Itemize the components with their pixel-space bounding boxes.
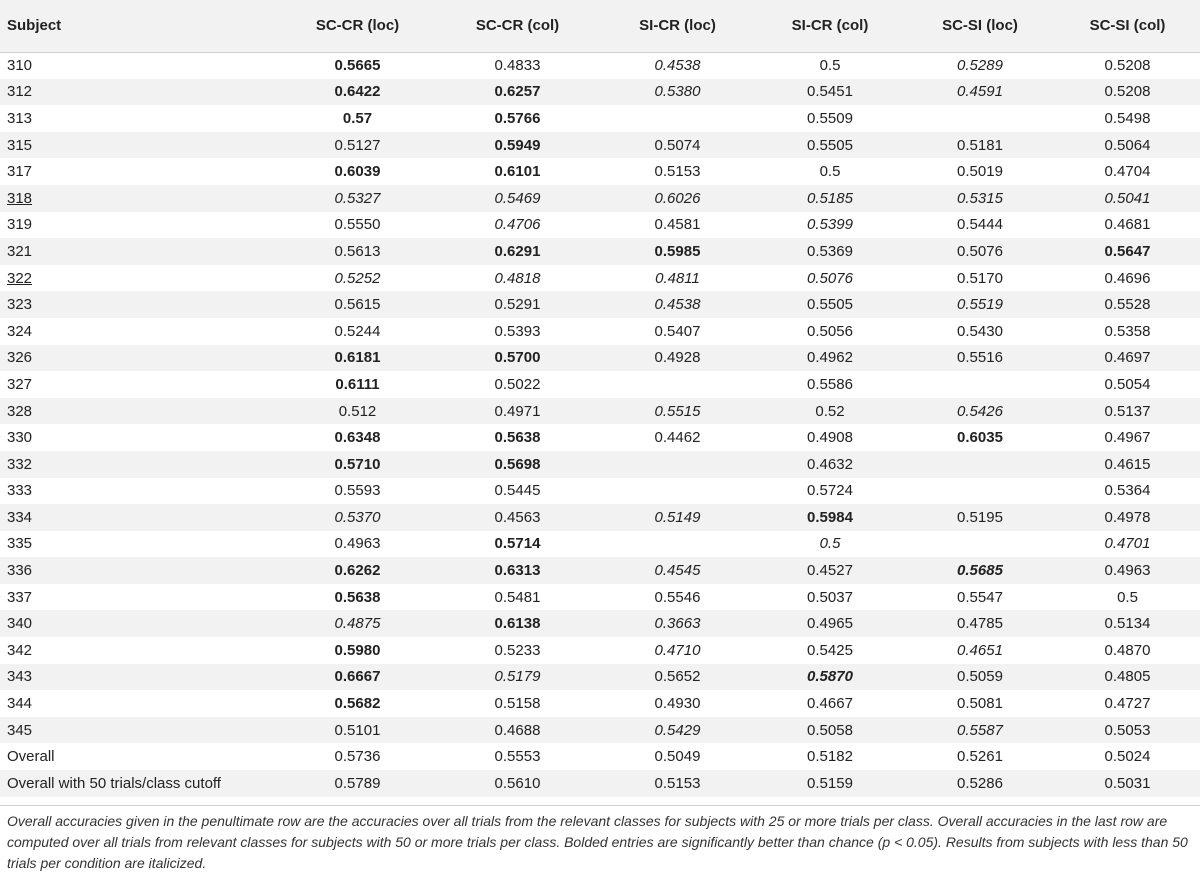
value-cell: 0.5182 xyxy=(807,748,853,766)
subject-cell: 327 xyxy=(7,375,33,393)
header-row xyxy=(0,0,1200,52)
value-cell: 0.4545 xyxy=(654,562,701,580)
value-cell: 0.5516 xyxy=(957,349,1003,367)
value-cell xyxy=(600,451,755,478)
value-cell: 0.4870 xyxy=(1104,641,1151,659)
table-row xyxy=(0,238,1200,265)
value-cell: 0.5289 xyxy=(957,57,1003,75)
subject-cell: 330 xyxy=(7,429,33,447)
value-cell: 0.4908 xyxy=(807,429,853,447)
value-cell: 0.5101 xyxy=(334,721,381,739)
value-cell: 0.5615 xyxy=(334,296,381,314)
value-cell: 0.6257 xyxy=(494,83,541,101)
table-row xyxy=(0,531,1200,558)
value-cell: 0.5286 xyxy=(957,774,1003,792)
value-cell: 0.5291 xyxy=(494,296,541,314)
value-cell: 0.5451 xyxy=(807,83,853,101)
value-cell: 0.5505 xyxy=(807,296,853,314)
value-cell: 0.6313 xyxy=(494,562,541,580)
value-cell: 0.4696 xyxy=(1104,269,1151,287)
value-cell: 0.5153 xyxy=(654,774,701,792)
value-cell: 0.5426 xyxy=(957,402,1003,420)
value-cell: 0.5053 xyxy=(1104,721,1151,739)
table-row xyxy=(0,52,1200,79)
subject-cell: 328 xyxy=(7,402,33,420)
table-row xyxy=(0,424,1200,451)
value-cell: 0.4833 xyxy=(494,57,541,75)
table-row xyxy=(0,371,1200,398)
value-cell xyxy=(905,371,1055,398)
value-cell: 0.5358 xyxy=(1104,322,1151,340)
subject-cell: 326 xyxy=(7,349,33,367)
subject-cell: 340 xyxy=(7,615,33,633)
value-cell: 0.6138 xyxy=(494,615,541,633)
value-cell xyxy=(905,478,1055,505)
value-cell: 0.5665 xyxy=(334,57,381,75)
subject-cell: 318 xyxy=(7,189,33,207)
value-cell: 0.4811 xyxy=(655,269,700,287)
value-cell: 0.4632 xyxy=(807,455,853,473)
value-cell: 0.5652 xyxy=(654,668,701,686)
header-sc-cr-loc: SC-CR (loc) xyxy=(280,0,435,52)
table-row xyxy=(0,132,1200,159)
value-cell: 0.4581 xyxy=(654,216,701,234)
value-cell: 0.4963 xyxy=(1104,562,1151,580)
value-cell xyxy=(600,478,755,505)
table-row xyxy=(0,291,1200,318)
subject-cell: Overall xyxy=(7,748,55,766)
value-cell: 0.5613 xyxy=(334,242,381,260)
value-cell: 0.5407 xyxy=(654,322,701,340)
value-cell: 0.5031 xyxy=(1104,774,1151,792)
table-row xyxy=(0,158,1200,185)
value-cell: 0.5547 xyxy=(957,588,1003,606)
value-cell: 0.5153 xyxy=(654,163,701,181)
subject-cell: 317 xyxy=(7,163,33,181)
value-cell: 0.5399 xyxy=(807,216,853,234)
value-cell: 0.512 xyxy=(338,402,377,420)
subject-cell: 337 xyxy=(7,588,33,606)
table-header xyxy=(0,0,1200,52)
value-cell: 0.4928 xyxy=(654,349,701,367)
value-cell: 0.4710 xyxy=(654,641,701,659)
subject-cell: Overall with 50 trials/class cutoff xyxy=(7,774,221,792)
value-cell xyxy=(905,451,1055,478)
table-row xyxy=(0,105,1200,132)
value-cell: 0.5724 xyxy=(807,482,853,500)
table-body xyxy=(0,52,1200,797)
value-cell: 0.4651 xyxy=(957,641,1003,659)
value-cell: 0.5698 xyxy=(494,455,541,473)
value-cell: 0.5244 xyxy=(334,322,381,340)
value-cell: 0.4538 xyxy=(654,57,701,75)
value-cell: 0.4527 xyxy=(807,562,853,580)
value-cell: 0.5064 xyxy=(1104,136,1151,154)
value-cell: 0.5519 xyxy=(957,296,1003,314)
table-row xyxy=(0,584,1200,611)
value-cell: 0.4963 xyxy=(334,535,381,553)
value-cell: 0.5481 xyxy=(494,588,541,606)
value-cell: 0.4875 xyxy=(334,615,381,633)
value-cell: 0.5024 xyxy=(1104,748,1151,766)
value-cell: 0.5498 xyxy=(1104,109,1151,127)
value-cell: 0.5327 xyxy=(334,189,381,207)
value-cell: 0.5546 xyxy=(654,588,701,606)
value-cell: 0.5049 xyxy=(654,748,701,766)
value-cell: 0.5430 xyxy=(957,322,1003,340)
table-row xyxy=(0,212,1200,239)
value-cell: 0.5159 xyxy=(807,774,853,792)
value-cell: 0.5185 xyxy=(807,189,853,207)
value-cell: 0.5233 xyxy=(494,641,541,659)
value-cell: 0.5682 xyxy=(334,695,381,713)
value-cell: 0.4818 xyxy=(494,269,541,287)
value-cell: 0.5 xyxy=(819,535,841,553)
value-cell: 0.5054 xyxy=(1104,375,1151,393)
value-cell: 0.5550 xyxy=(334,216,381,234)
value-cell: 0.5789 xyxy=(334,774,381,792)
value-cell: 0.5076 xyxy=(807,269,853,287)
value-cell: 0.5158 xyxy=(494,695,541,713)
value-cell: 0.5469 xyxy=(494,189,541,207)
table-row xyxy=(0,770,1200,797)
value-cell: 0.5425 xyxy=(807,641,853,659)
subject-cell: 312 xyxy=(7,83,33,101)
value-cell: 0.5380 xyxy=(654,83,701,101)
value-cell: 0.5509 xyxy=(807,109,853,127)
table-row xyxy=(0,664,1200,691)
subject-cell: 345 xyxy=(7,721,33,739)
value-cell: 0.6422 xyxy=(334,83,381,101)
table-row xyxy=(0,557,1200,584)
caption-divider xyxy=(0,805,1200,806)
value-cell: 0.5134 xyxy=(1104,615,1151,633)
value-cell: 0.3663 xyxy=(654,615,701,633)
value-cell: 0.5181 xyxy=(957,136,1003,154)
table-row xyxy=(0,265,1200,292)
table-caption: Overall accuracies given in the penultimate row are the accuracies over all trials from the relevant classes for subjects with 25 or more trials per class. Overall accuracies in the last row are computed over all trials from relevant classes for subjects with 50 or more trials per class. Bolded entries are significantly better than chance (p < 0.05). Results from subjects with less than 50 trials per condition are italicized. xyxy=(7,813,1188,871)
subject-cell: 343 xyxy=(7,668,33,686)
value-cell: 0.5 xyxy=(819,163,841,181)
header-sc-cr-col: SC-CR (col) xyxy=(435,0,600,52)
value-cell: 0.4971 xyxy=(494,402,541,420)
value-cell: 0.5058 xyxy=(807,721,853,739)
value-cell: 0.4697 xyxy=(1104,349,1151,367)
value-cell: 0.4688 xyxy=(494,721,541,739)
value-cell: 0.5393 xyxy=(494,322,541,340)
value-cell: 0.5261 xyxy=(957,748,1003,766)
value-cell: 0.4978 xyxy=(1104,508,1151,526)
value-cell: 0.5586 xyxy=(807,375,853,393)
value-cell: 0.52 xyxy=(815,402,845,420)
value-cell: 0.5593 xyxy=(334,482,381,500)
table-row xyxy=(0,79,1200,106)
table-row xyxy=(0,637,1200,664)
subject-cell: 324 xyxy=(7,322,33,340)
table-row xyxy=(0,451,1200,478)
header-subject: Subject xyxy=(0,0,280,52)
value-cell: 0.5 xyxy=(1117,588,1138,606)
value-cell: 0.5985 xyxy=(654,242,701,260)
value-cell: 0.6348 xyxy=(334,429,381,447)
value-cell: 0.4591 xyxy=(957,83,1003,101)
table-row xyxy=(0,185,1200,212)
value-cell: 0.5364 xyxy=(1104,482,1151,500)
value-cell: 0.4962 xyxy=(807,349,853,367)
value-cell: 0.5019 xyxy=(957,163,1003,181)
value-cell: 0.5137 xyxy=(1104,402,1151,420)
value-cell: 0.5081 xyxy=(957,695,1003,713)
value-cell: 0.5076 xyxy=(957,242,1003,260)
value-cell: 0.5870 xyxy=(807,668,853,686)
table-row xyxy=(0,610,1200,637)
value-cell: 0.4615 xyxy=(1104,455,1151,473)
subject-cell: 313 xyxy=(7,109,33,127)
value-cell: 0.5710 xyxy=(334,455,381,473)
value-cell: 0.5980 xyxy=(334,641,381,659)
subject-cell: 319 xyxy=(7,216,33,234)
subject-cell: 344 xyxy=(7,695,33,713)
value-cell: 0.6291 xyxy=(494,242,541,260)
value-cell: 0.5252 xyxy=(334,269,381,287)
header-si-cr-col: SI-CR (col) xyxy=(755,0,905,52)
value-cell: 0.5041 xyxy=(1104,189,1151,207)
value-cell: 0.57 xyxy=(342,109,373,127)
value-cell: 0.6111 xyxy=(335,375,380,393)
table-row xyxy=(0,478,1200,505)
value-cell: 0.5685 xyxy=(957,562,1003,580)
value-cell: 0.4538 xyxy=(654,296,701,314)
value-cell xyxy=(600,105,755,132)
value-cell: 0.6101 xyxy=(494,163,541,181)
value-cell xyxy=(600,371,755,398)
subject-cell: 315 xyxy=(7,136,33,154)
value-cell: 0.5714 xyxy=(494,535,541,553)
value-cell: 0.4667 xyxy=(807,695,853,713)
header-sc-si-col: SC-SI (col) xyxy=(1055,0,1200,52)
value-cell: 0.5444 xyxy=(957,216,1003,234)
table-row xyxy=(0,398,1200,425)
value-cell: 0.6035 xyxy=(957,429,1003,447)
value-cell: 0.5429 xyxy=(654,721,701,739)
value-cell: 0.5610 xyxy=(494,774,541,792)
value-cell: 0.5553 xyxy=(494,748,541,766)
value-cell: 0.5647 xyxy=(1104,242,1151,260)
subject-cell: 321 xyxy=(7,242,33,260)
value-cell: 0.5700 xyxy=(494,349,541,367)
value-cell: 0.5638 xyxy=(334,588,381,606)
value-cell: 0.5059 xyxy=(957,668,1003,686)
value-cell: 0.6181 xyxy=(334,349,381,367)
table-row xyxy=(0,504,1200,531)
value-cell: 0.5149 xyxy=(654,508,701,526)
value-cell: 0.4785 xyxy=(957,615,1003,633)
value-cell: 0.5370 xyxy=(334,508,381,526)
table-row xyxy=(0,717,1200,744)
value-cell: 0.5208 xyxy=(1104,83,1151,101)
value-cell: 0.4967 xyxy=(1104,429,1151,447)
value-cell: 0.5022 xyxy=(494,375,541,393)
value-cell: 0.5037 xyxy=(807,588,853,606)
value-cell: 0.6039 xyxy=(334,163,381,181)
value-cell: 0.4727 xyxy=(1104,695,1151,713)
value-cell: 0.6026 xyxy=(654,189,701,207)
value-cell: 0.5056 xyxy=(807,322,853,340)
table-row xyxy=(0,345,1200,372)
value-cell: 0.5074 xyxy=(654,136,701,154)
value-cell: 0.5170 xyxy=(957,269,1003,287)
subject-cell: 323 xyxy=(7,296,33,314)
table-row xyxy=(0,690,1200,717)
value-cell: 0.5445 xyxy=(494,482,541,500)
value-cell: 0.5949 xyxy=(494,136,541,154)
value-cell: 0.4704 xyxy=(1104,163,1151,181)
value-cell: 0.4681 xyxy=(1104,216,1151,234)
value-cell xyxy=(905,105,1055,132)
subject-cell: 333 xyxy=(7,482,33,500)
subject-cell: 332 xyxy=(7,455,33,473)
value-cell: 0.4563 xyxy=(494,508,541,526)
subject-cell: 322 xyxy=(7,269,33,287)
value-cell: 0.5528 xyxy=(1104,296,1151,314)
value-cell: 0.6262 xyxy=(334,562,381,580)
value-cell: 0.5638 xyxy=(494,429,541,447)
subject-cell: 334 xyxy=(7,508,33,526)
subject-cell: 310 xyxy=(7,57,33,75)
value-cell: 0.5 xyxy=(819,57,841,75)
subject-cell: 336 xyxy=(7,562,33,580)
table-row xyxy=(0,743,1200,770)
value-cell: 0.4805 xyxy=(1104,668,1151,686)
value-cell: 0.5587 xyxy=(957,721,1003,739)
value-cell: 0.4701 xyxy=(1104,535,1151,553)
value-cell: 0.5208 xyxy=(1104,57,1151,75)
header-si-cr-loc: SI-CR (loc) xyxy=(600,0,755,52)
value-cell: 0.4930 xyxy=(654,695,701,713)
value-cell: 0.4462 xyxy=(654,429,701,447)
value-cell: 0.5179 xyxy=(494,668,541,686)
subject-cell: 342 xyxy=(7,641,33,659)
value-cell: 0.4706 xyxy=(494,216,541,234)
value-cell xyxy=(600,531,755,558)
value-cell: 0.5315 xyxy=(957,189,1003,207)
value-cell: 0.5984 xyxy=(807,508,853,526)
table-row xyxy=(0,318,1200,345)
header-sc-si-loc: SC-SI (loc) xyxy=(905,0,1055,52)
value-cell: 0.6667 xyxy=(334,668,381,686)
value-cell: 0.5515 xyxy=(654,402,701,420)
value-cell xyxy=(905,531,1055,558)
value-cell: 0.4965 xyxy=(807,615,853,633)
value-cell: 0.5505 xyxy=(807,136,853,154)
value-cell: 0.5369 xyxy=(807,242,853,260)
value-cell: 0.5195 xyxy=(957,508,1003,526)
value-cell: 0.5127 xyxy=(334,136,381,154)
subject-cell: 335 xyxy=(7,535,33,553)
value-cell: 0.5766 xyxy=(494,109,541,127)
value-cell: 0.5736 xyxy=(334,748,381,766)
